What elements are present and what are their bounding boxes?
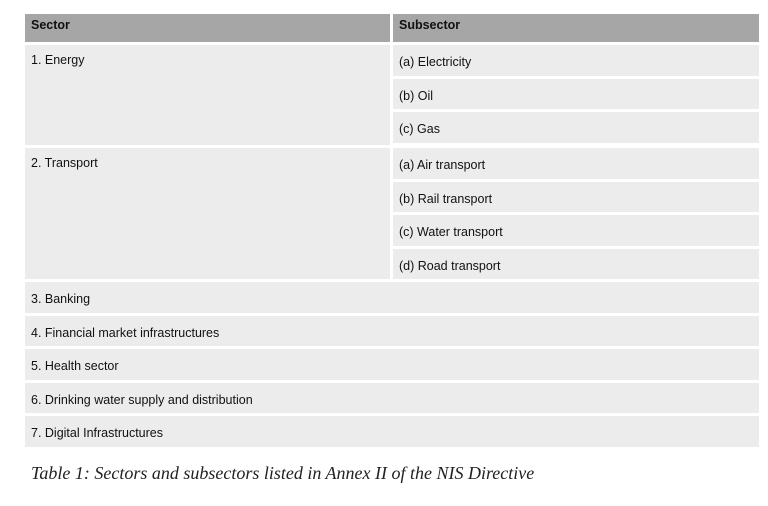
table-row xyxy=(25,383,759,417)
sector-cell: 3. Banking xyxy=(25,282,759,316)
table-row-group-transport xyxy=(25,148,759,282)
subsector-cell: (b) Oil xyxy=(393,79,759,113)
subsector-cell: (c) Water transport xyxy=(393,215,759,249)
table-row xyxy=(25,349,759,383)
table-row xyxy=(25,416,759,450)
sector-cell: 5. Health sector xyxy=(25,349,759,383)
subsector-cell: (b) Rail transport xyxy=(393,182,759,216)
header-subsector: Subsector xyxy=(393,14,759,45)
sectors-table xyxy=(25,14,759,450)
table-header-row xyxy=(25,14,759,45)
sector-cell: 4. Financial market infrastructures xyxy=(25,316,759,350)
table-row-group-energy xyxy=(25,45,759,148)
subsector-cell: (a) Air transport xyxy=(393,148,759,182)
sector-cell: 2. Transport xyxy=(25,148,393,282)
subsector-cell: (a) Electricity xyxy=(393,45,759,79)
subsector-cell: (c) Gas xyxy=(393,112,759,146)
table-row xyxy=(25,316,759,350)
header-sector: Sector xyxy=(25,14,393,45)
sector-cell: 7. Digital Infrastructures xyxy=(25,416,759,450)
sector-cell: 6. Drinking water supply and distribution xyxy=(25,383,759,417)
table-row xyxy=(25,282,759,316)
table-caption: Table 1: Sectors and subsectors listed in Annex II of the NIS Directive xyxy=(31,463,535,483)
sector-cell: 1. Energy xyxy=(25,45,393,148)
subsector-cell: (d) Road transport xyxy=(393,249,759,283)
